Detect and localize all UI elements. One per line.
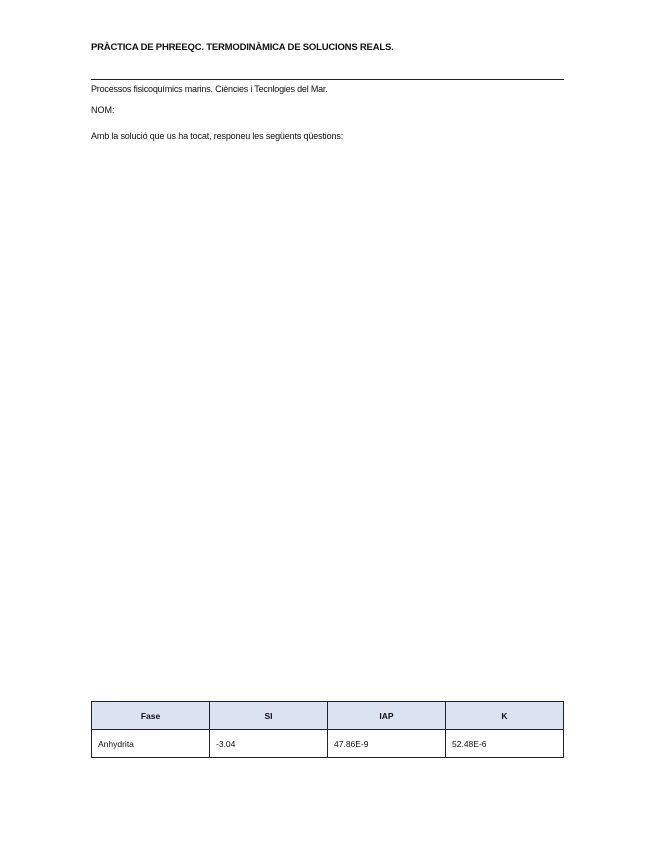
results-table bbox=[91, 701, 564, 758]
column-header-iap: IAP bbox=[328, 702, 446, 730]
course-subtitle: Processos fisicoquímics marins. Ciències i Tecnlogies del Mar. bbox=[91, 84, 328, 94]
title-divider bbox=[91, 79, 564, 80]
column-header-si: SI bbox=[210, 702, 328, 730]
cell-fase: Anhydrita bbox=[92, 730, 210, 758]
column-header-fase: Fase bbox=[92, 702, 210, 730]
table-row bbox=[92, 730, 564, 758]
instruction-text: Amb la solució que us ha tocat, responeu les següents qüestions: bbox=[91, 131, 344, 141]
cell-k: 52.48E-6 bbox=[446, 730, 564, 758]
column-header-k: K bbox=[446, 702, 564, 730]
cell-iap: 47.86E-9 bbox=[328, 730, 446, 758]
table-header-row bbox=[92, 702, 564, 730]
name-label: NOM: bbox=[91, 105, 115, 115]
cell-si: -3.04 bbox=[210, 730, 328, 758]
page-title: PRÀCTICA DE PHREEQC. TERMODINÀMICA DE SOLUCIONS REALS. bbox=[91, 42, 394, 53]
